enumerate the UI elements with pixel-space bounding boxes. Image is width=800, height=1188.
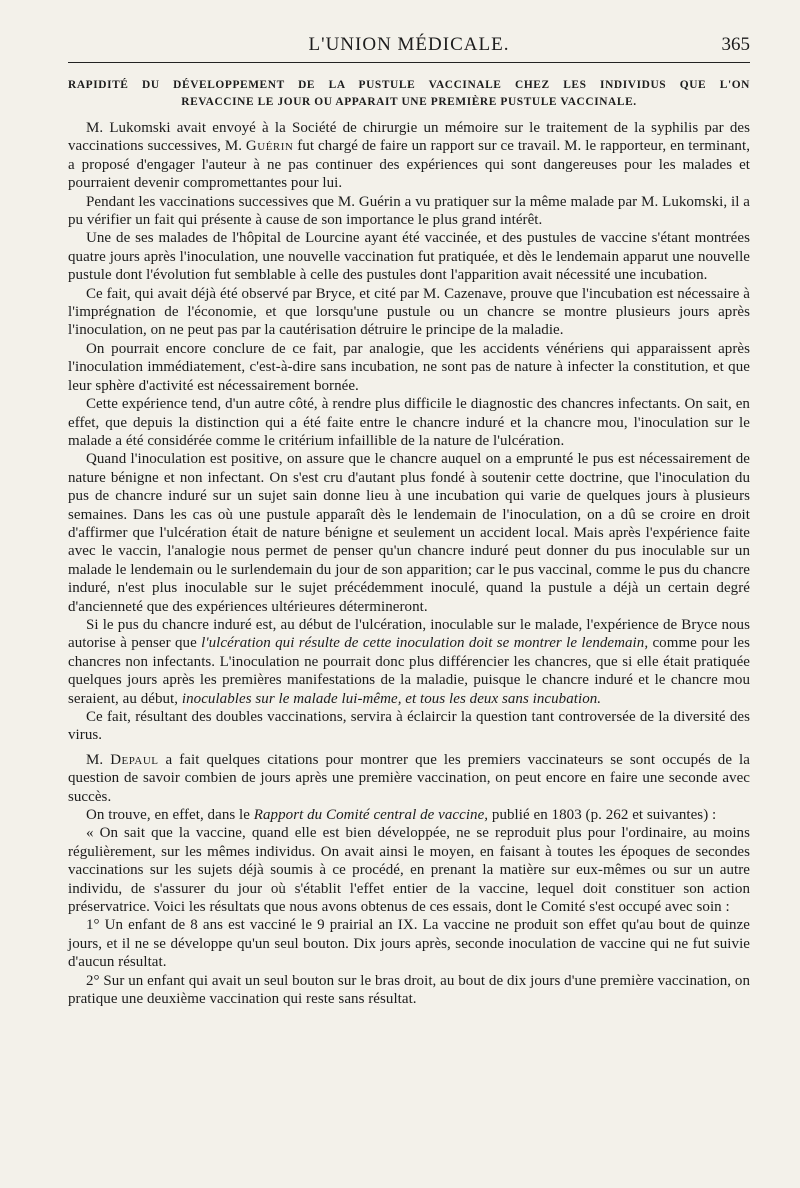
page-header bbox=[68, 32, 750, 63]
section-heading-line-2: REVACCINE LE JOUR OU APPARAIT UNE PREMIÈRE PUSTULE VACCINALE. bbox=[181, 96, 637, 108]
page-number: 365 bbox=[721, 34, 750, 55]
paragraph-7: Quand l'inoculation est positive, on assure que le chancre auquel on a emprunté le pus est nécessairement de nature bénigne et non infectant. On s'est cru d'autant plus fondé à soutenir cette doctrine, que l'inoculation du pus de chancre induré sur un sujet sain donne lieu à une incubation qui varie de quelques jours à plusieurs semaines. Dans les cas où une pustule apparaît dès le lendemain de l'inoculation, on a dû se croire en droit d'affirmer que l'ulcération était de nature bénigne et seulement un accident local. Mais après l'expérience faite avec le vaccin, l'analogie nous permet de penser qu'un chancre induré peut donner du pus inoculable sur un malade le lendemain ou le surlendemain du jour de son apparition; car le pus vaccinal, comme le pus du chancre induré, n'est plus inoculable sur le sujet précédemment inoculé, quand la pustule a déjà un certain degré d'ancienneté que des expériences ultérieures détermineront. bbox=[68, 451, 750, 615]
quoted-paragraph: « On sait que la vaccine, quand elle est bien développée, ne se reproduit plus pour l'ordinaire, au moins régulièrement, sur les mêmes individus. On avait ainsi le moyen, en faisant à toutes les époques de secondes vaccinations sur les sujets déjà soumis à ce procédé, en prenant la matière sur eux-mêmes ou sur un autre individu, de s'assurer du jour où s'établit l'effet entier de la vaccine, lequel doit constituer son action préservatrice. Voici les résultats que nous avons obtenus de ces essais, dont le Comité s'est occupé avec soin : bbox=[68, 825, 750, 916]
italic-phrase: inoculables sur le malade lui-même, et tous les deux sans incubation. bbox=[181, 690, 602, 707]
section-heading-line-1: RAPIDITÉ DU DÉVELOPPEMENT DE LA PUSTULE VACCINALE CHEZ LES INDIVIDUS QUE L'ON bbox=[68, 79, 750, 91]
paragraph-5: On pourrait encore conclure de ce fait, par analogie, que les accidents vénériens qui apparaissent après l'inoculation immédiatement, c'est-à-dire sans incubation, ne sont pas de nature à infecter la constitution, et que leur sphère d'activité est nécessairement bornée. bbox=[68, 340, 750, 394]
body-text bbox=[68, 119, 750, 1009]
paragraph-1: M. Lukomski avait envoyé à la Société de chirurgie un mémoire sur le traitement de la syphilis par des vaccinations successives, M. Guérin fut chargé de faire un rapport sur ce travail. M. le rapporteur, en terminant, a proposé d'engager l'auteur à ne pas continuer des expériences qui sont dangereuses pour les malades et pourraient devenir compromettantes pour lui. bbox=[68, 120, 750, 192]
running-title: L'UNION MÉDICALE. bbox=[308, 34, 510, 55]
quoted-item-1: 1° Un enfant de 8 ans est vacciné le 9 prairial an IX. La vaccine ne produit son effet qu'au bout de quinze jours, et il ne se développe qu'un seul bouton. Dix jours après, seconde inoculation de vaccine qui ne fut suivie d'aucun résultat. bbox=[68, 917, 750, 971]
author-name: Depaul bbox=[110, 751, 159, 768]
section-heading bbox=[68, 77, 750, 111]
paragraph-2: Pendant les vaccinations successives que M. Guérin a vu pratiquer sur la même malade par M. Lukomski, il a pu vérifier un fait qui présente à cause de son importance le plus grand intérêt. bbox=[68, 193, 750, 229]
paragraph-9: Ce fait, résultant des doubles vaccinations, servira à éclaircir la question tant controversée de la diversité des virus. bbox=[68, 709, 750, 744]
quoted-item-2: 2° Sur un enfant qui avait un seul bouton sur le bras droit, au bout de dix jours d'une première vaccination, on pratique une deuxième vaccination qui reste sans résultat. bbox=[68, 972, 750, 1008]
author-name: Guérin bbox=[245, 138, 294, 155]
paragraph-3: Une de ses malades de l'hôpital de Lourcine ayant été vaccinée, et des pustules de vaccine s'étant montrées quatre jours après l'inoculation, une nouvelle vaccination fut pratiquée, et dès le lendemain apparut une nouvelle pustule dont l'évolution fut semblable à celle des pustules dont l'apparition avait nécessité une incubation. bbox=[68, 230, 750, 284]
paragraph-8: Si le pus du chancre induré est, au début de l'ulcération, inoculable sur le malade, l'expérience de Bryce nous autorise à penser que l'ulcération qui résulte de cette inoculation doit se montrer le lendemain, comme pour les chancres non infectants. L'inoculation ne pourrait donc plus différencier les chancres, que si elle était pratiquée quelques jours après les premières manifestations de la maladie, puisque le chancre induré et le chancre mou seraient, au début, inoculables sur le malade lui-même, et tous les deux sans incubation. bbox=[68, 616, 751, 707]
paragraph-6: Cette expérience tend, d'un autre côté, à rendre plus difficile le diagnostic des chancres infectants. On sait, en effet, que depuis la distinction qui a été faite entre le chancre induré et la chancre mou, l'inoculation sur le malade a été considérée comme le critérium infaillible de la nature de l'ulcération. bbox=[68, 396, 750, 449]
paragraph-4: Ce fait, qui avait déjà été observé par Bryce, et cité par M. Cazenave, prouve que l'incubation est nécessaire à l'imprégnation de l'économie, et que lorsqu'une pustule ou un chancre se montre plusieurs jours après l'inoculation, on ne peut pas par la cautérisation détruire le principe de la maladie. bbox=[68, 285, 750, 339]
italic-phrase: l'ulcération qui résulte de cette inoculation doit se montrer le lendemain, bbox=[201, 635, 649, 652]
paragraph-11: On trouve, en effet, dans le Rapport du Comité central de vaccine, publié en 1803 (p. 262 et suivantes) : bbox=[86, 807, 717, 824]
report-title: Rapport du Comité central de vaccine, bbox=[253, 807, 489, 824]
paragraph-10: M. Depaul a fait quelques citations pour montrer que les premiers vaccinateurs se sont occupés de la question de savoir combien de jours après une première vaccination, on peut encore en faire une seconde avec succès. bbox=[68, 751, 750, 805]
